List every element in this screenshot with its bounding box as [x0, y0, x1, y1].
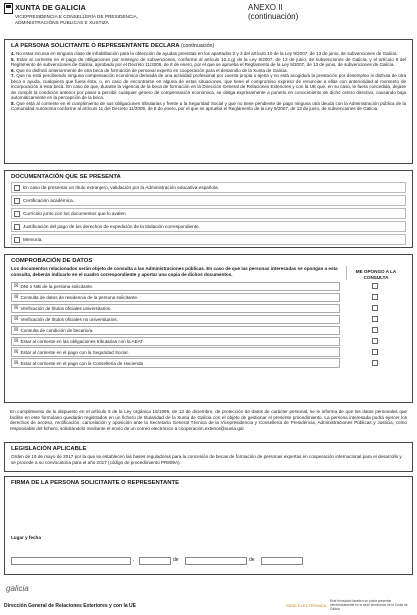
oppose-cell — [346, 358, 404, 368]
data-check-intro-text: Los documentos relacionados serán objeto de consulta a las Administraciones públicas. En caso de que las personas interesadas se opongan a esta consulta, deberán indicarlo en el cuadro correspondiente y aportar una copia de dichos documentos. — [11, 266, 338, 277]
legislation-title: LEGISLACIÓN APLICABLE — [11, 446, 87, 452]
document-label: Currículo junto con los documentos que lo avalen. — [23, 211, 127, 216]
consultation-text: Estar al corriente en el pago con la Consellería de Hacienda — [20, 360, 144, 366]
document-row — [11, 195, 406, 206]
document-checkbox[interactable] — [14, 198, 20, 204]
oppose-checkbox[interactable] — [372, 327, 378, 333]
oppose-column-header: ME OPONGO A LA CONSULTA — [346, 266, 405, 280]
consultation-text: Verificación de títulos oficiales universitarios. — [20, 305, 112, 311]
oppose-cell — [346, 326, 404, 336]
checked-mark-icon: ☒ — [14, 294, 19, 301]
document-label: Certificación académica. — [23, 198, 75, 203]
privacy-notice — [4, 406, 413, 437]
consultation-text: Estar al corriente en las obligaciones tributarias con la AEAT. — [20, 338, 144, 344]
oppose-cell — [346, 282, 404, 292]
oppose-checkbox[interactable] — [372, 338, 378, 344]
declaration-section — [4, 39, 413, 164]
oppose-checkbox[interactable] — [372, 294, 378, 300]
consultation-text: Estar al corriente en el pago con la Seguridad Social. — [20, 349, 129, 355]
oppose-checkbox[interactable] — [372, 316, 378, 322]
place-date-row — [11, 557, 405, 565]
document-checkbox[interactable] — [14, 224, 20, 230]
day-field[interactable] — [139, 557, 171, 565]
galicia-logo: galicia — [6, 584, 29, 593]
declaration-item-number: 6. — [11, 67, 15, 73]
consultation-row — [11, 358, 406, 368]
consultation-label — [11, 315, 340, 325]
annex-subtitle: (continuación) — [248, 12, 299, 21]
data-check-section — [4, 254, 413, 403]
declaration-item-text: Que no disfrutó anteriormente de otra beca de formación de personal experto en cooperación para el desarrollo de la Xunta de Galicia. — [16, 67, 288, 73]
oppose-cell — [346, 347, 404, 357]
document-checkbox[interactable] — [14, 185, 20, 191]
signature-section — [4, 476, 413, 575]
year-field[interactable] — [261, 557, 303, 565]
declaration-item-text: Que está al corriente en el cumplimiento de sus obligaciones tributarias y frente a la Seguridad Social y que no tiene pendiente de pago ninguna otra deuda con la Administración pública de la Comunidad Autónoma conforme al artículo 11 del Decreto 11/2009, de 8 de enero, por el que se aprueba el Reglamento de la Ley 9/2007, de 13 de junio, de subvenciones de Galicia. — [11, 100, 406, 112]
consultation-row — [11, 337, 406, 347]
declaration-item-number: 8. — [11, 100, 15, 106]
checked-mark-icon: ☒ — [14, 316, 19, 323]
consultation-label — [11, 347, 340, 357]
declaration-item-text: Que no está percibiendo ninguna compensación económica derivada de una actividad profesional por cuenta propia o ajena y no está acogido/a la prestación por desempleo ni disfruta de otra beca o ayuda, cualquiera que fuera ésta, o, en caso de encontrarse en alguna de estas situaciones, que tiene el compromiso expreso de renunciar a ellas con anterioridad al momento de incorporación a esta beca. En caso de que, durante la vigencia de la beca de formación en la Dirección General de Relaciones Exteriores y con la UE que, en su caso, le fuera concedida, dejase de cumplir la condición anterior por pasar a percibir cualquier género de compensación económica, se obliga expresamente a ponerlo en conocimiento de dicho centro directivo, causando baja automáticamente en la percepción de la beca. — [11, 73, 407, 101]
document-label: Justificación del pago de los derechos de expedición de la titulación correspondiente. — [23, 224, 200, 229]
org-name: XUNTA DE GALICIA — [15, 3, 86, 12]
consultation-label — [11, 282, 340, 292]
declaration-title — [11, 43, 406, 49]
oppose-checkbox[interactable] — [372, 305, 378, 311]
org-subtitle: VICEPRESIDENCIA E CONSELLERÍA DE PRESIDENCIA, ADMINISTRACIÓNS PÚBLICAS E XUSTIZA — [15, 14, 138, 25]
de-separator-2: de — [249, 557, 255, 563]
document-row — [11, 182, 406, 193]
oppose-cell — [346, 337, 404, 347]
consultation-row — [11, 326, 406, 336]
page-header — [4, 3, 413, 30]
consultation-label — [11, 293, 340, 303]
consultation-text: Consulta de datos de residencia de la persona solicitante. — [20, 294, 139, 300]
consultation-label — [11, 304, 340, 314]
consultation-row — [11, 293, 406, 303]
consultation-row — [11, 304, 406, 314]
month-field[interactable] — [185, 557, 247, 565]
checked-mark-icon: ☒ — [14, 305, 19, 312]
place-date-label: Lugar y fecha — [11, 535, 41, 540]
consultation-row — [11, 347, 406, 357]
data-check-title: COMPROBACIÓN DE DATOS — [11, 258, 93, 264]
oppose-cell — [346, 293, 404, 303]
signature-title: FIRMA DE LA PERSONA SOLICITANTE O REPRESENTANTE — [11, 480, 179, 486]
declaration-item-number: 5. — [11, 56, 15, 62]
declaration-item-number: 4. — [11, 51, 15, 56]
footer-note: Este formulario también se podrá presentar electrónicamente en la sede electrónica de la Xunta de Galicia — [330, 599, 408, 611]
declaration-title-sub: (continuación) — [180, 43, 215, 49]
data-check-intro — [11, 266, 406, 280]
declaration-item-text: No estar incursa en ninguna clase de inhabilitación para la obtención de ayudas previstas en los apartados 2 y 3 del artículo 10 de la Ley 9/2007, de 13 de junio, de subvenciones de Galicia. — [16, 51, 398, 56]
document-row — [11, 208, 406, 219]
declaration-item-text: Estar al corriente en el pago de obligaciones por reintegro de subvenciones, conforme al artículo 10.2.g) de la Ley 9/2007, de 13 de junio, de subvenciones de Galicia, y el artículo 9 del Reglamento de subvenciones de Galicia, aprobado por el Decreto 11/2009, de 8 de enero, por el que se aprueba el Reglamento de la Ley 9/2007, de 13 de junio, de subvenciones de Galicia. — [11, 56, 407, 68]
documents-section — [4, 170, 413, 248]
consultation-text: DNI o NIE de la persona solicitante. — [20, 283, 94, 289]
declaration-item — [11, 73, 406, 101]
consultation-text: Consulta de condición de becario/a. — [20, 327, 94, 333]
checked-mark-icon: ☒ — [14, 338, 19, 345]
checked-mark-icon: ☒ — [14, 360, 19, 367]
document-row — [11, 234, 406, 245]
documents-title: DOCUMENTACIÓN QUE SE PRESENTA — [11, 174, 121, 180]
footer-sede-label: SEDE ELECTRÓNICA — [286, 603, 327, 608]
de-separator-1: de — [173, 557, 179, 563]
checked-mark-icon: ☒ — [14, 327, 19, 334]
legislation-text: Orden de 15 de mayo de 2017 por la que se establecen las bases reguladoras para la concesión de becas de formación de personas expertas en cooperación internacional para el desarrollo y se procede a su convocatoria para el año 2017 (código de procedimiento PR809A). — [11, 454, 402, 465]
annex-title: ANEXO II — [248, 3, 283, 12]
document-row — [11, 221, 406, 232]
consultation-row — [11, 315, 406, 325]
oppose-cell — [346, 304, 404, 314]
oppose-checkbox[interactable] — [372, 349, 378, 355]
declaration-item-number: 7. — [11, 73, 15, 79]
consultation-label — [11, 337, 340, 347]
document-label: En caso de presentar un título extranjero, validación por la Administración educativa española. — [23, 185, 219, 190]
declaration-title-text: LA PERSONA SOLICITANTE O REPRESENTANTE DECLARA — [11, 43, 180, 49]
checked-mark-icon: ☒ — [14, 349, 19, 356]
xunta-logo-icon — [4, 3, 13, 14]
comma-separator: , — [133, 557, 135, 563]
oppose-checkbox[interactable] — [372, 283, 378, 289]
document-checkbox[interactable] — [14, 237, 20, 243]
consultation-text: Verificación de títulos oficiales no universitarios. — [20, 316, 118, 322]
document-label: Memoria. — [23, 237, 43, 242]
place-field[interactable] — [11, 557, 131, 565]
legislation-section — [4, 442, 413, 472]
oppose-cell — [346, 315, 404, 325]
oppose-checkbox[interactable] — [372, 360, 378, 366]
consultation-row — [11, 282, 406, 292]
consultation-label — [11, 358, 340, 368]
footer-department: Dirección General de Relaciones Exteriores y con la UE — [4, 603, 136, 609]
declaration-item — [11, 101, 406, 112]
consultation-label — [11, 326, 340, 336]
checked-mark-icon: ☒ — [14, 283, 19, 290]
document-checkbox[interactable] — [14, 211, 20, 217]
privacy-text: En cumplimiento de lo dispuesto en el artículo 5 de la Ley orgánica 15/1999, de 13 de diciembre, de protección de datos de carácter personal, se le informa de que los datos personales que facilite en este formulario quedarán registrados en un fichero de titularidad de la Xunta de Galicia con el objeto de gestionar el presente procedimiento. La persona interesada podrá ejercer los derechos de acceso, rectificación, cancelación y oposición ante la Secretaría General Técnica de la Vicepresidencia y Consellería de Presidencia, Administraciones Públicas y Justicia, como responsable del fichero, solicitándolo mediante el envío de un correo electrónico a cooperación.exterior@xunta.gal — [10, 409, 407, 431]
declaration-item — [11, 57, 406, 68]
